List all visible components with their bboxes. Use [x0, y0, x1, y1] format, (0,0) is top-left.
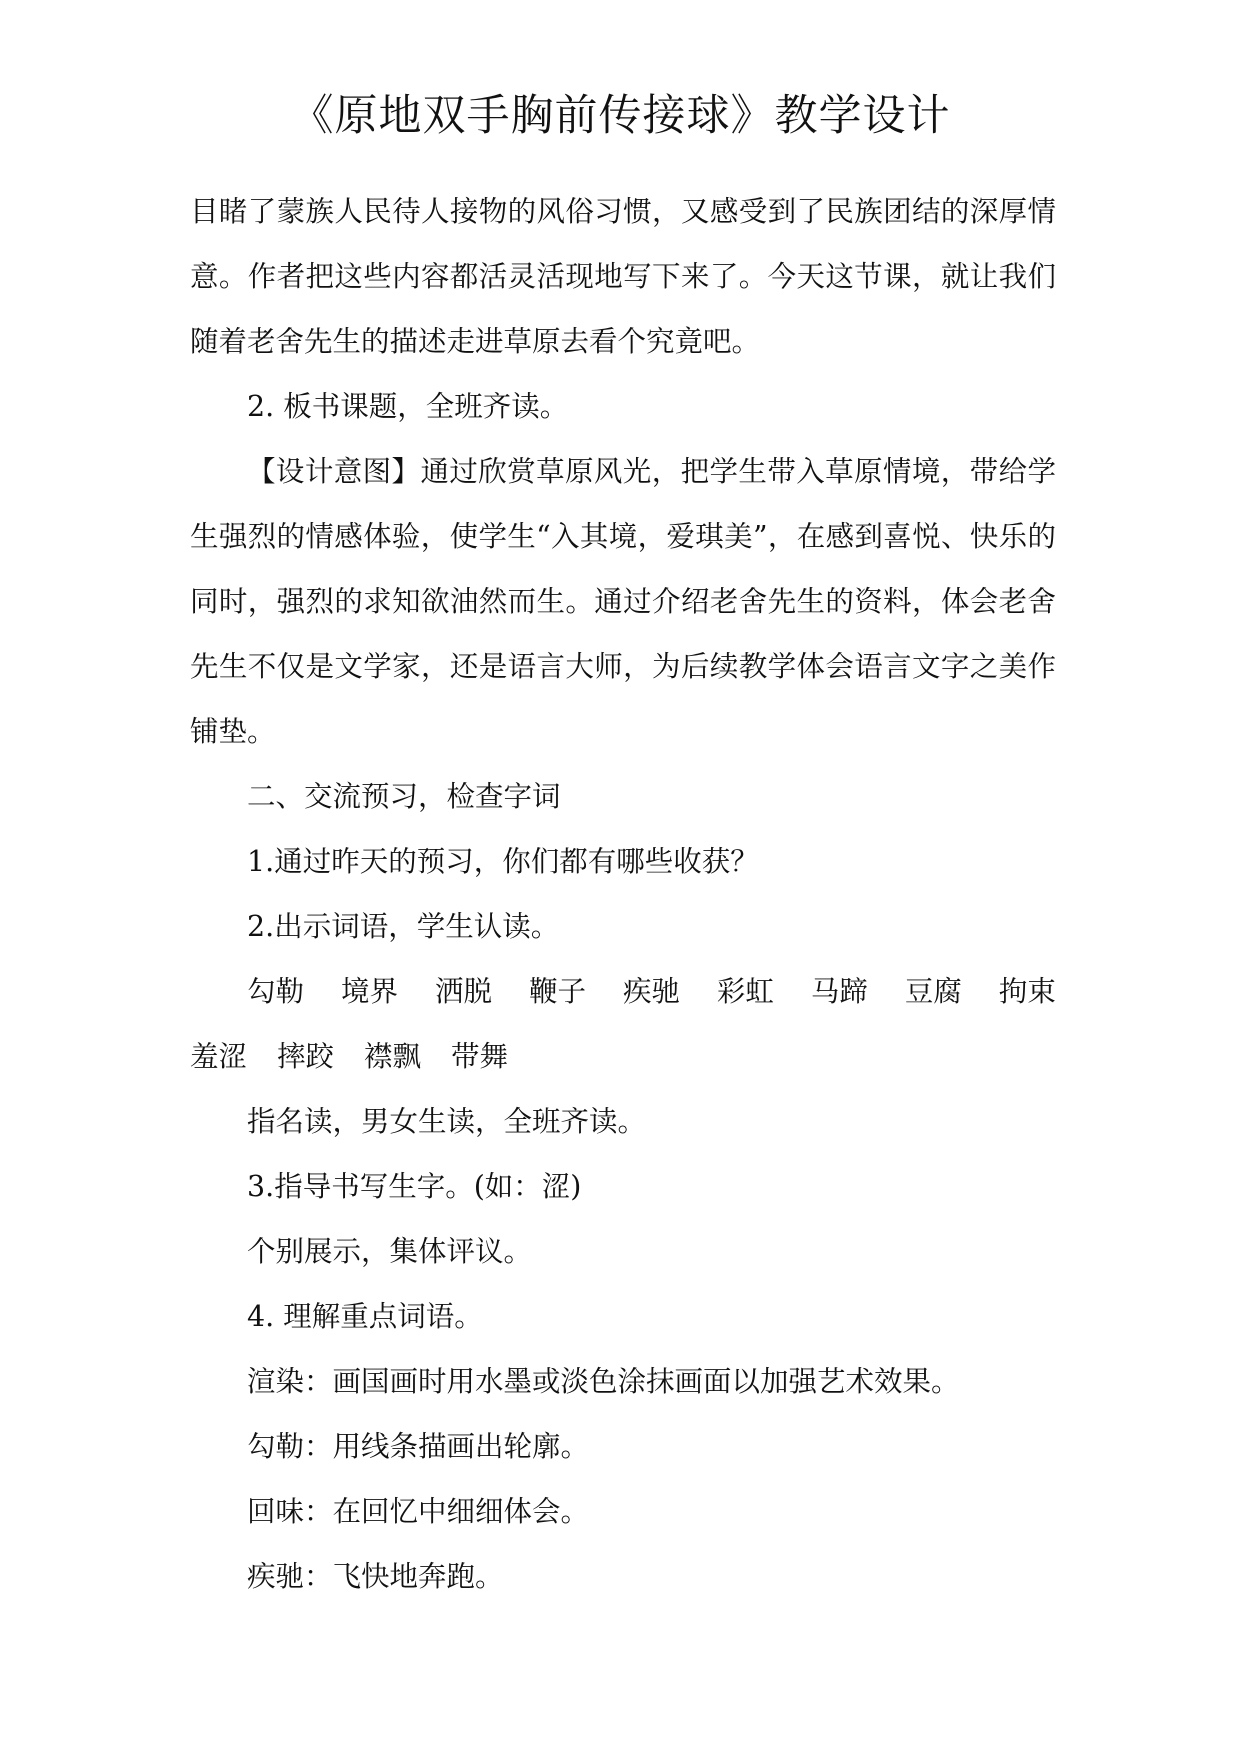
vocabulary-word: 境界: [340, 975, 398, 1008]
paragraph-step-2: 2. 板书课题，全班齐读。: [247, 390, 569, 423]
paragraph-reading: 指名读，男女生读，全班齐读。: [247, 1105, 647, 1138]
definition-item: 勾勒：用线条描画出轮廓。: [247, 1430, 590, 1463]
paragraph-design-intent: 【设计意图】通过欣赏草原风光，把学生带入草原情境，带给学生强烈的情感体验，使学生“入其境，爱琪美”，在感到喜悦、快乐的同时，强烈的求知欲油然而生。通过介绍老舍先生的资料，体会老舍先生不仅是文学家，还是语言大师，为后续教学体会语言文字之美作铺垫。: [190, 455, 1056, 748]
vocabulary-word: 彩虹: [716, 975, 774, 1008]
document-body: [190, 179, 1056, 1609]
vocabulary-word: 疾驰: [622, 975, 680, 1008]
definition-item: 疾驰：飞快地奔跑。: [247, 1560, 504, 1593]
paragraph-display: 个别展示，集体评议。: [247, 1235, 533, 1268]
paragraph-key-words: 4. 理解重点词语。: [247, 1300, 483, 1333]
definition-item: 渲染：画国画时用水墨或淡色涂抹画面以加强艺术效果。: [247, 1365, 960, 1398]
vocabulary-word: 羞涩: [190, 1040, 248, 1073]
paragraph-question-1: 1.通过昨天的预习，你们都有哪些收获？: [247, 845, 759, 878]
vocabulary-row-2: [190, 1024, 1056, 1089]
vocabulary-word: 洒脱: [434, 975, 492, 1008]
vocabulary-word: 马蹄: [810, 975, 868, 1008]
vocabulary-word: 勾勒: [247, 975, 305, 1008]
paragraph-writing-guide: 3.指导书写生字。(如：涩): [247, 1170, 582, 1203]
section-heading-2: 二、交流预习，检查字词: [247, 780, 561, 813]
paragraph-intro: 目睹了蒙族人民待人接物的风俗习惯，又感受到了民族团结的深厚情意。作者把这些内容都活灵活现地写下来了。今天这节课，就让我们随着老舍先生的描述走进草原去看个究竟吧。: [190, 195, 1056, 358]
vocabulary-word: 摔跤: [277, 1040, 335, 1073]
vocabulary-word: 鞭子: [528, 975, 586, 1008]
paragraph-show-words: 2.出示词语，学生认读。: [247, 910, 560, 943]
vocabulary-word: 带舞: [451, 1040, 509, 1073]
vocabulary-row-1: [190, 959, 1056, 1024]
document-title: 《原地双手胸前传接球》教学设计: [290, 91, 951, 141]
vocabulary-word: 拘束: [998, 975, 1056, 1008]
vocabulary-word: 豆腐: [904, 975, 962, 1008]
vocabulary-word: 襟飘: [364, 1040, 422, 1073]
definition-item: 回味：在回忆中细细体会。: [247, 1495, 590, 1528]
